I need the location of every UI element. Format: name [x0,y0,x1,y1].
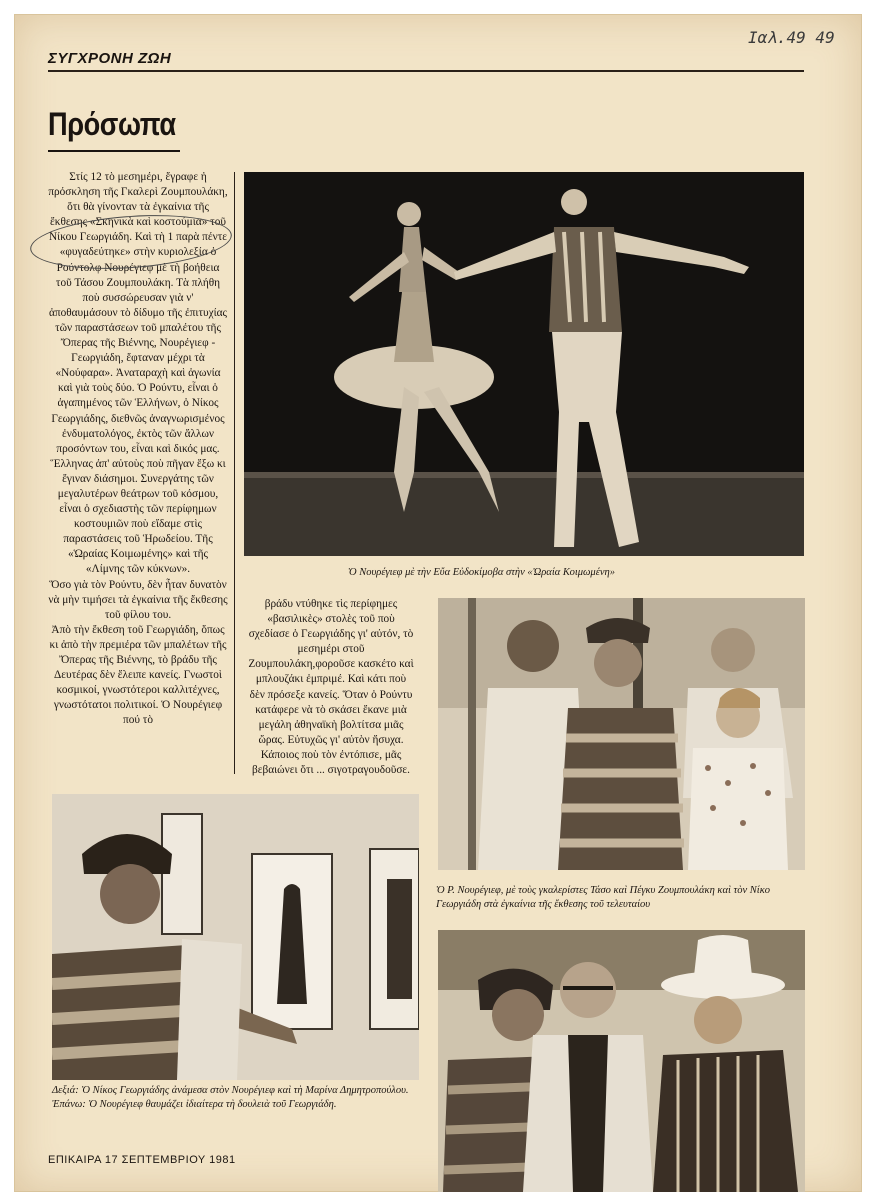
bleed-through-text [640,100,810,160]
gallery-photo [52,794,419,1080]
hat-photo [438,930,805,1192]
article-title: Πρόσωπα [48,106,176,142]
ballet-photo [244,172,804,556]
gallery-photo-caption: Δεξιά: Ὁ Νίκος Γεωργιάδης ἀνάμεσα στὸν Νουρέγιεφ καὶ τὴ Μαρίνα Δημητροπούλου. Ἐπάνω: Ὁ Νουρέγιεφ θαυμάζει ἰδιαίτερα τὴ δουλειὰ τοῦ Γεωργιάδη. [52,1085,409,1110]
paragraph-3: Ἀπὸ τὴν ἔκθεση τοῦ Γεωργιάδη, ὅπως κι ἀπὸ τὴν πρεμιέρα τῶν μπαλέτων τῆς Ὄπερας τῆς Βιέννης, τὸ βράδυ τῆς Δευτέρας δὲν ἔλειπε κανείς. Γνωστοὶ κοσμικοί, γνωστότεροι καλλιτέχνες, γνωστότατοι πολιτικοί. Ὁ Νουρέγιεφ πού τὸ [49,623,227,727]
column-rule [234,172,235,774]
paragraph-1: Στίς 12 τὸ μεσημέρι, ἔγραφε ἡ πρόσκληση τῆς Γκαλερὶ Ζουμπουλάκη, ὅτι θὰ γίνονταν τὰ ἐγκαίνια τῆς ἔκθεσης «Σκηνικὰ καὶ κοστούμια» τοῦ Νίκου Γεωργιάδη. Καὶ τὴ 1 παρὰ πέντε «φυγαδεύτηκε» στὴν κυριολεξία ὁ Ρούντολφ Νουρέγιεφ μὲ τὴ βοήθεια τοῦ Τάσου Ζουμπουλάκη. Τὰ πλήθη ποὺ συσσώρευσαν γιὰ ν' ἀποθαυμάσουν τὸ δίδυμο τῆς ἐπιτυχίας τῶν παραστάσεων τοῦ μπαλέτου τῆς Ὄπερας τῆς Βιέννης, Νουρέγιεφ - Γεωργιάδη, ἔφταναν μέχρι τὰ «Νούφαρα». Ἀναταραχὴ καὶ ἀγωνία καὶ γιὰ τοὺς δύο. Ὁ Ρούντυ, εἶναι ὁ ἀγαπημένος τῶν Ἑλλήνων, ὁ Νίκος Γεωργιάδης, διεθνῶς ἀναγνωρισμένος ἐνδυματολόγος, ἐκτὸς τῶν ἄλλων προσόντων του, εἶναι καὶ δικός μας. Ἕλληνας ἀπ' αὐτοὺς ποὺ πῆγαν ἔξω κι ἔγιναν διάσημοι. Συνεργάτης τῶν μεγαλυτέρων θεάτρων τοῦ κόσμου, εἶναι ὁ σχεδιαστὴς τῶν περίφημων κοστουμιῶν ποὺ εἴδαμε στὶς παραστάσεις τοῦ Ἡρωδείου. Τῆς «Ὡραίας Κοιμωμένης» καὶ τῆς «Λίμνης τῶν κύκνων». [48,171,228,576]
page-footer: ΕΠΙΚΑΙΡΑ 17 ΣΕΠΤΕΜΒΡΙΟΥ 1981 [48,1154,236,1166]
paragraph-2: Ὅσο γιὰ τὸν Ρούντυ, δὲν ἦταν δυνατὸν νὰ μὴν τιμήσει τὰ ἐγκαίνια τῆς ἔκθεσης τοῦ φίλου του. [48,578,228,621]
article-column-2 [248,597,414,778]
handwritten-note: Ιαλ.49 49 [748,28,835,47]
header-rule [48,70,804,72]
ballet-photo-caption: Ὁ Νουρέγιεφ μὲ τὴν Εὔα Εὐδοκίμοβα στὴν «Ὡραία Κοιμωμένη» [348,567,615,578]
group-photo [438,598,805,870]
paragraph-4: βράδυ ντύθηκε τὶς περίφημες «βασιλικὲς» στολὲς τοῦ ποὺ σχεδίασε ὁ Γεωργιάδης γι' αὐτόν, τὸ μεσημέρι στοῦ Ζουμπουλάκη,φοροῦσε κασκέτο καὶ μπλουζάκι ἐμπριμέ. Καὶ κάτι ποὺ δὲν πρόσεξε κανείς. Ὅταν ὁ Ρούντυ κατάφερε νὰ τὸ σκάσει ἔκανε μιὰ μεγάλη ἀθηναϊκὴ βολτίτσα μιᾶς ὥρας. Εὐτυχῶς γι' αὐτὸν ἥσυχα. Κάποιος ποὺ τὸν ἐντόπισε, μᾶς βεβαιώνει ὅτι ... σιγοτραγουδοῦσε. [248,598,414,777]
section-heading: ΣΥΓΧΡΟΝΗ ΖΩΗ [48,50,172,67]
title-underline [48,150,180,152]
group-photo-caption: Ὁ Ρ. Νουρέγιεφ, μὲ τοὺς γκαλερίστες Τάσο καὶ Πέγκυ Ζουμπουλάκη καὶ τὸν Νίκο Γεωργιάδη στὰ ἐγκαίνια τῆς ἔκθεσης τοῦ τελευταίου [436,885,771,910]
